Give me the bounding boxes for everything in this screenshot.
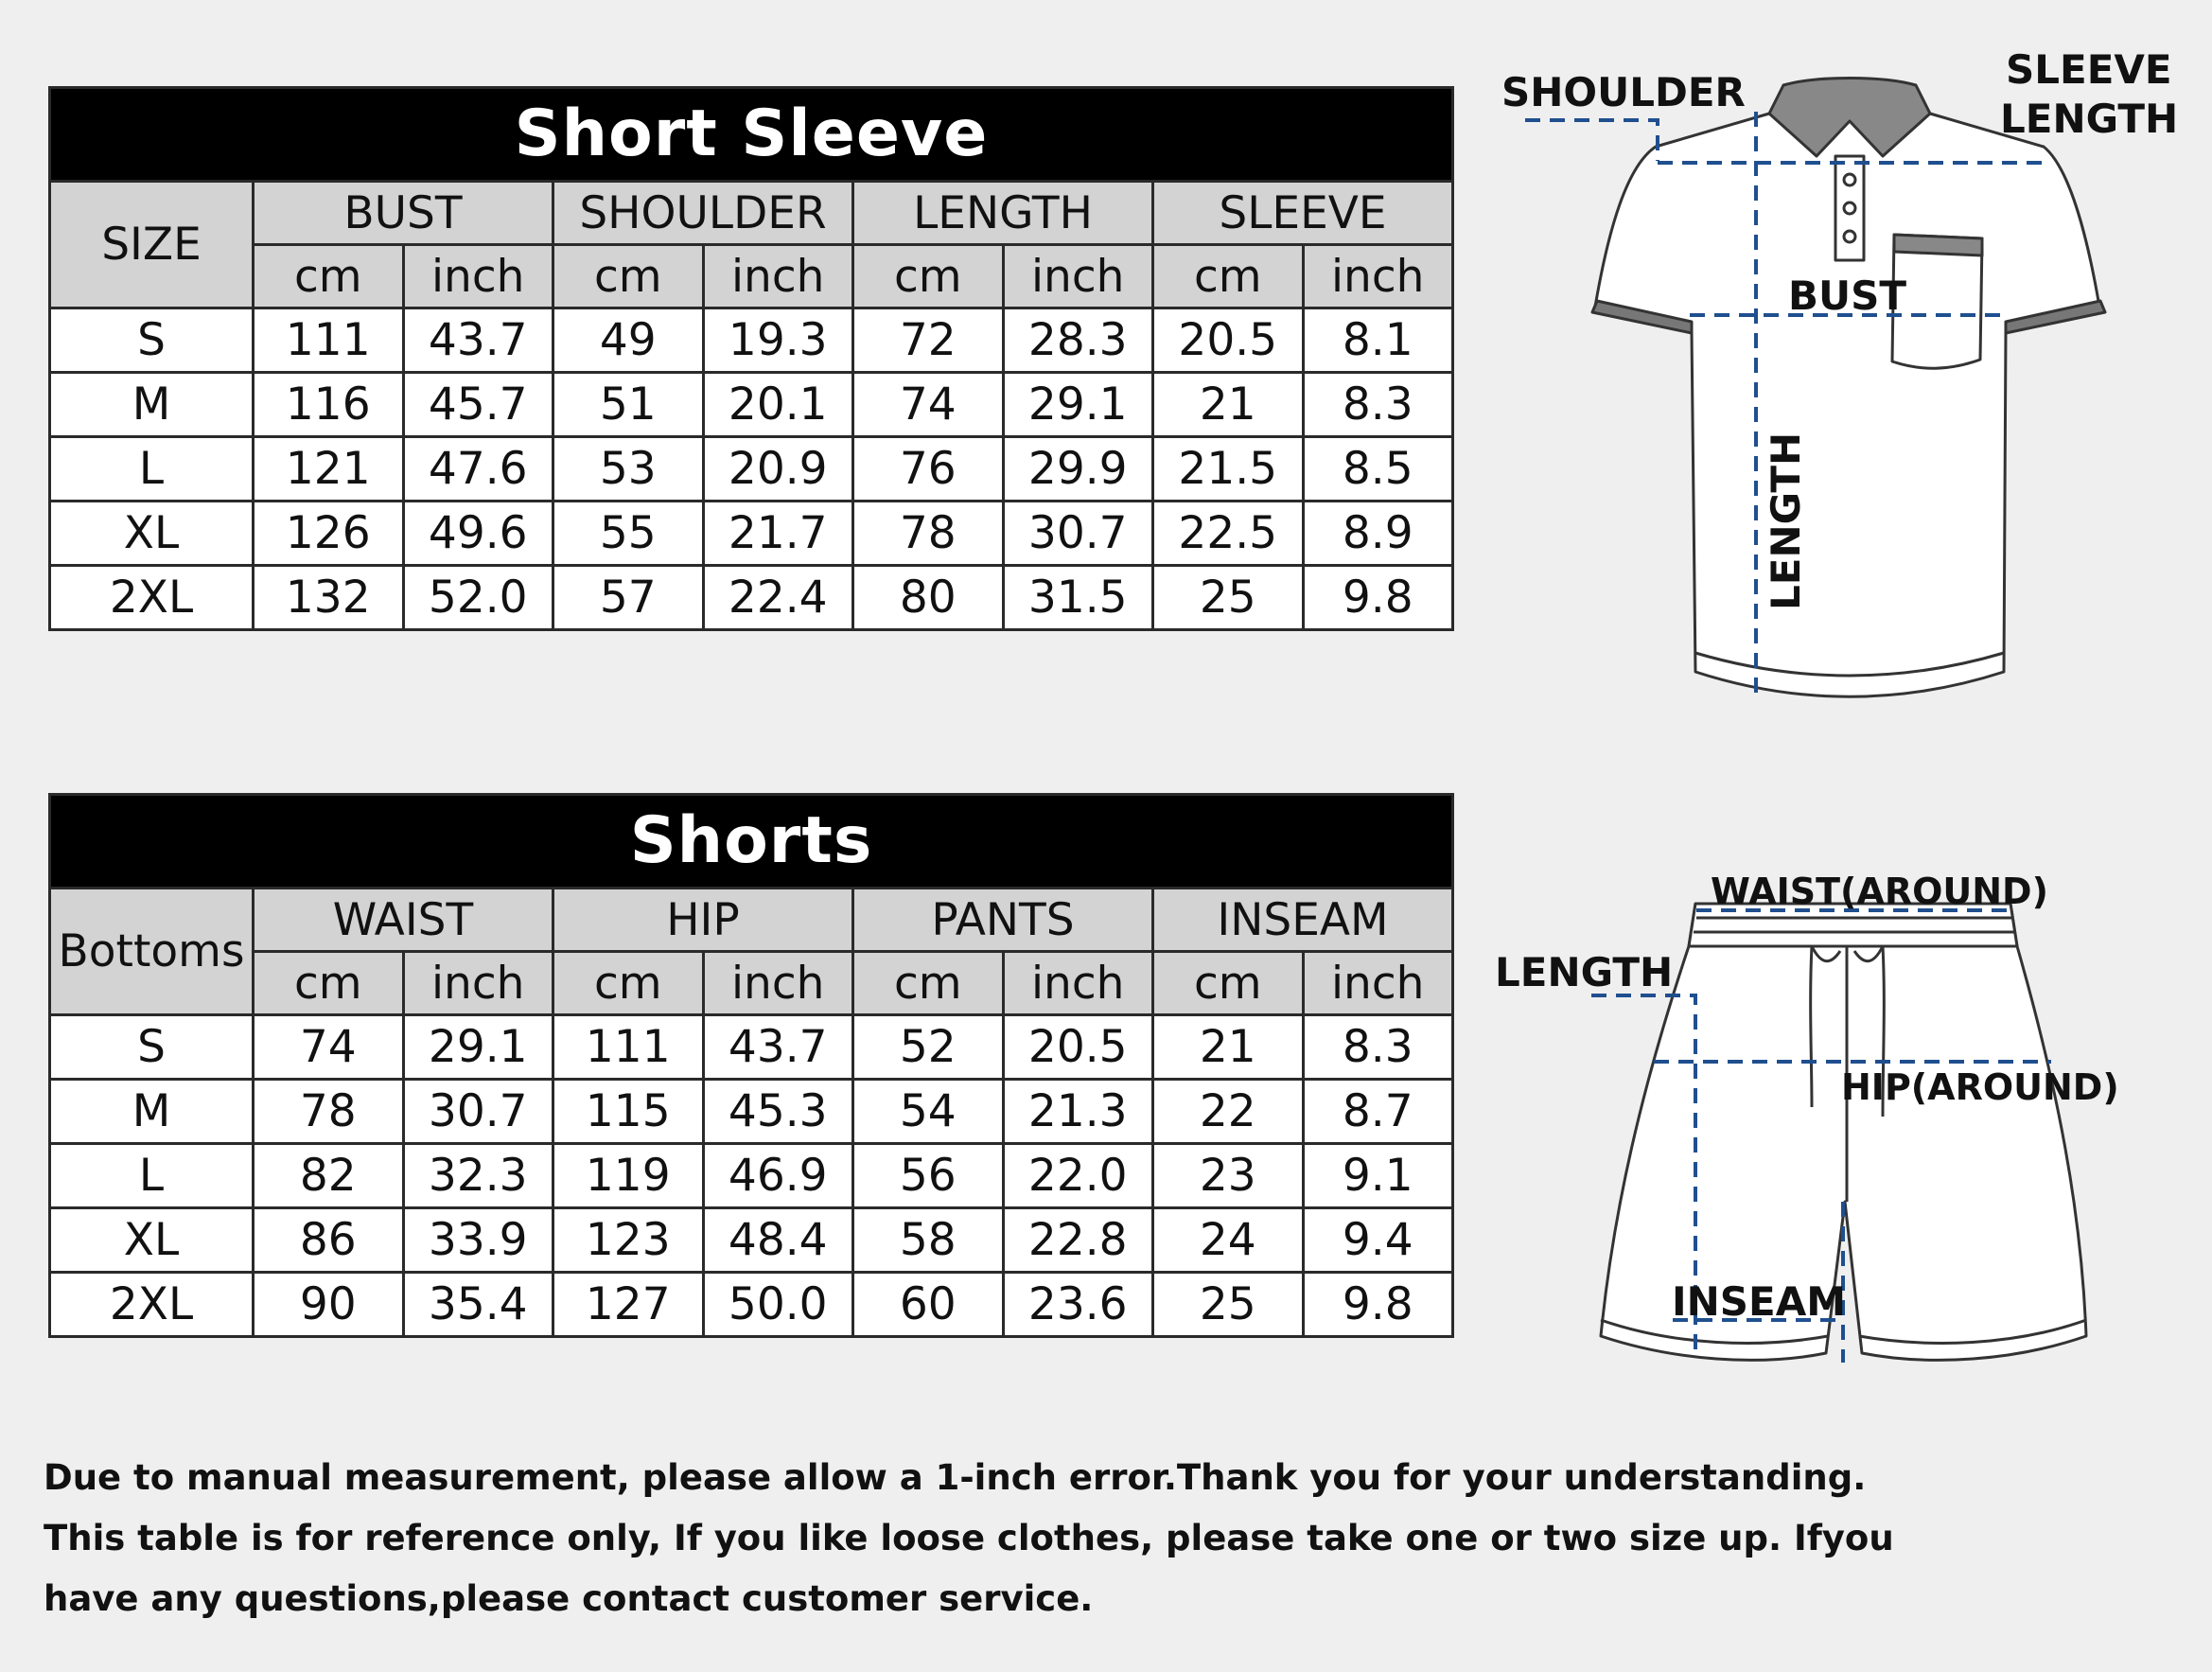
value-cell: 20.1: [703, 373, 853, 437]
value-cell: 35.4: [403, 1273, 553, 1337]
value-cell: 86: [254, 1208, 404, 1273]
value-cell: 9.4: [1303, 1208, 1453, 1273]
value-cell: 24: [1153, 1208, 1304, 1273]
unit-inch: inch: [1303, 245, 1453, 308]
value-cell: 22.8: [1003, 1208, 1153, 1273]
value-cell: 74: [853, 373, 1004, 437]
value-cell: 123: [553, 1208, 704, 1273]
value-cell: 23.6: [1003, 1273, 1153, 1337]
unit-inch: inch: [1003, 952, 1153, 1015]
note-line-2: This table is for reference only, If you like loose clothes, please take one or two size up. Ifyou: [44, 1518, 1894, 1558]
value-cell: 60: [853, 1273, 1004, 1337]
unit-inch: inch: [1003, 245, 1153, 308]
table-row: [50, 437, 1453, 502]
value-cell: 9.8: [1303, 566, 1453, 630]
value-cell: 111: [254, 308, 404, 373]
unit-cm: cm: [254, 952, 404, 1015]
unit-cm: cm: [853, 245, 1004, 308]
value-cell: 46.9: [703, 1144, 853, 1208]
value-cell: 50.0: [703, 1273, 853, 1337]
value-cell: 53: [553, 437, 704, 502]
value-cell: 132: [254, 566, 404, 630]
value-cell: 19.3: [703, 308, 853, 373]
table-row: [50, 1144, 1453, 1208]
unit-cm: cm: [553, 952, 704, 1015]
value-cell: 74: [254, 1015, 404, 1080]
table-title: Short Sleeve: [50, 88, 1453, 182]
value-cell: 9.1: [1303, 1144, 1453, 1208]
unit-cm: cm: [853, 952, 1004, 1015]
group-header-length: LENGTH: [853, 182, 1153, 245]
value-cell: 8.9: [1303, 502, 1453, 566]
measurement-diagrams: [1476, 0, 2212, 1400]
value-cell: 47.6: [403, 437, 553, 502]
value-cell: 78: [853, 502, 1004, 566]
table-row: [50, 502, 1453, 566]
size-cell: 2XL: [50, 1273, 254, 1337]
table-row: [50, 1273, 1453, 1337]
value-cell: 8.3: [1303, 1015, 1453, 1080]
table-row: [50, 1208, 1453, 1273]
group-header-shoulder: SHOULDER: [553, 182, 853, 245]
group-header-bust: BUST: [254, 182, 553, 245]
value-cell: 22.0: [1003, 1144, 1153, 1208]
value-cell: 45.7: [403, 373, 553, 437]
value-cell: 49.6: [403, 502, 553, 566]
value-cell: 72: [853, 308, 1004, 373]
value-cell: 30.7: [1003, 502, 1153, 566]
sleeve-length-label-1: SLEEVE: [2006, 46, 2172, 93]
shorts-size-table: [48, 793, 1454, 1338]
size-cell: M: [50, 373, 254, 437]
value-cell: 9.8: [1303, 1273, 1453, 1337]
note-line-3: have any questions,please contact customer service.: [44, 1578, 1094, 1619]
size-cell: S: [50, 308, 254, 373]
table-row: [50, 1015, 1453, 1080]
value-cell: 23: [1153, 1144, 1304, 1208]
size-cell: XL: [50, 502, 254, 566]
value-cell: 33.9: [403, 1208, 553, 1273]
value-cell: 48.4: [703, 1208, 853, 1273]
value-cell: 43.7: [703, 1015, 853, 1080]
value-cell: 115: [553, 1080, 704, 1144]
size-header: SIZE: [50, 182, 254, 308]
value-cell: 8.3: [1303, 373, 1453, 437]
size-cell: S: [50, 1015, 254, 1080]
value-cell: 22.4: [703, 566, 853, 630]
value-cell: 21.3: [1003, 1080, 1153, 1144]
size-cell: L: [50, 437, 254, 502]
value-cell: 30.7: [403, 1080, 553, 1144]
group-header-inseam: INSEAM: [1153, 889, 1453, 952]
value-cell: 8.5: [1303, 437, 1453, 502]
value-cell: 20.5: [1003, 1015, 1153, 1080]
value-cell: 43.7: [403, 308, 553, 373]
unit-inch: inch: [703, 952, 853, 1015]
value-cell: 25: [1153, 1273, 1304, 1337]
value-cell: 57: [553, 566, 704, 630]
value-cell: 29.9: [1003, 437, 1153, 502]
waist-label: WAIST(AROUND): [1711, 871, 2048, 912]
value-cell: 126: [254, 502, 404, 566]
value-cell: 82: [254, 1144, 404, 1208]
table-title: Shorts: [50, 795, 1453, 889]
size-header: Bottoms: [50, 889, 254, 1015]
value-cell: 8.1: [1303, 308, 1453, 373]
value-cell: 45.3: [703, 1080, 853, 1144]
value-cell: 8.7: [1303, 1080, 1453, 1144]
value-cell: 119: [553, 1144, 704, 1208]
table-row: [50, 566, 1453, 630]
size-cell: 2XL: [50, 566, 254, 630]
polo-shirt-illustration: [1592, 79, 2105, 697]
value-cell: 49: [553, 308, 704, 373]
bust-label: BUST: [1788, 273, 1907, 319]
group-header-sleeve: SLEEVE: [1153, 182, 1453, 245]
value-cell: 20.5: [1153, 308, 1304, 373]
shoulder-label: SHOULDER: [1501, 69, 1746, 115]
unit-inch: inch: [403, 952, 553, 1015]
note-line-1: Due to manual measurement, please allow a 1-inch error.Thank you for your understanding.: [44, 1457, 1867, 1498]
unit-inch: inch: [403, 245, 553, 308]
short-sleeve-size-table: [48, 86, 1454, 631]
unit-cm: cm: [254, 245, 404, 308]
unit-inch: inch: [703, 245, 853, 308]
group-header-pants: PANTS: [853, 889, 1153, 952]
value-cell: 121: [254, 437, 404, 502]
unit-cm: cm: [553, 245, 704, 308]
group-header-waist: WAIST: [254, 889, 553, 952]
unit-cm: cm: [1153, 952, 1304, 1015]
value-cell: 111: [553, 1015, 704, 1080]
value-cell: 76: [853, 437, 1004, 502]
value-cell: 21.5: [1153, 437, 1304, 502]
group-header-hip: HIP: [553, 889, 853, 952]
unit-inch: inch: [1303, 952, 1453, 1015]
value-cell: 31.5: [1003, 566, 1153, 630]
size-cell: XL: [50, 1208, 254, 1273]
table-row: [50, 1080, 1453, 1144]
value-cell: 78: [254, 1080, 404, 1144]
value-cell: 21: [1153, 1015, 1304, 1080]
value-cell: 32.3: [403, 1144, 553, 1208]
value-cell: 21: [1153, 373, 1304, 437]
value-cell: 52.0: [403, 566, 553, 630]
value-cell: 22: [1153, 1080, 1304, 1144]
value-cell: 127: [553, 1273, 704, 1337]
value-cell: 90: [254, 1273, 404, 1337]
sleeve-length-label-2: LENGTH: [2000, 96, 2179, 142]
value-cell: 25: [1153, 566, 1304, 630]
table-row: [50, 373, 1453, 437]
value-cell: 52: [853, 1015, 1004, 1080]
value-cell: 55: [553, 502, 704, 566]
hip-label: HIP(AROUND): [1841, 1066, 2119, 1108]
value-cell: 29.1: [1003, 373, 1153, 437]
value-cell: 21.7: [703, 502, 853, 566]
value-cell: 29.1: [403, 1015, 553, 1080]
size-cell: M: [50, 1080, 254, 1144]
inseam-label: INSEAM: [1672, 1278, 1847, 1325]
value-cell: 51: [553, 373, 704, 437]
value-cell: 56: [853, 1144, 1004, 1208]
value-cell: 58: [853, 1208, 1004, 1273]
value-cell: 80: [853, 566, 1004, 630]
shorts-length-label: LENGTH: [1495, 949, 1674, 995]
value-cell: 22.5: [1153, 502, 1304, 566]
size-cell: L: [50, 1144, 254, 1208]
value-cell: 54: [853, 1080, 1004, 1144]
value-cell: 28.3: [1003, 308, 1153, 373]
length-label: LENGTH: [1763, 431, 1809, 610]
notes: [44, 1448, 1894, 1629]
table-row: [50, 308, 1453, 373]
unit-cm: cm: [1153, 245, 1304, 308]
value-cell: 20.9: [703, 437, 853, 502]
value-cell: 116: [254, 373, 404, 437]
